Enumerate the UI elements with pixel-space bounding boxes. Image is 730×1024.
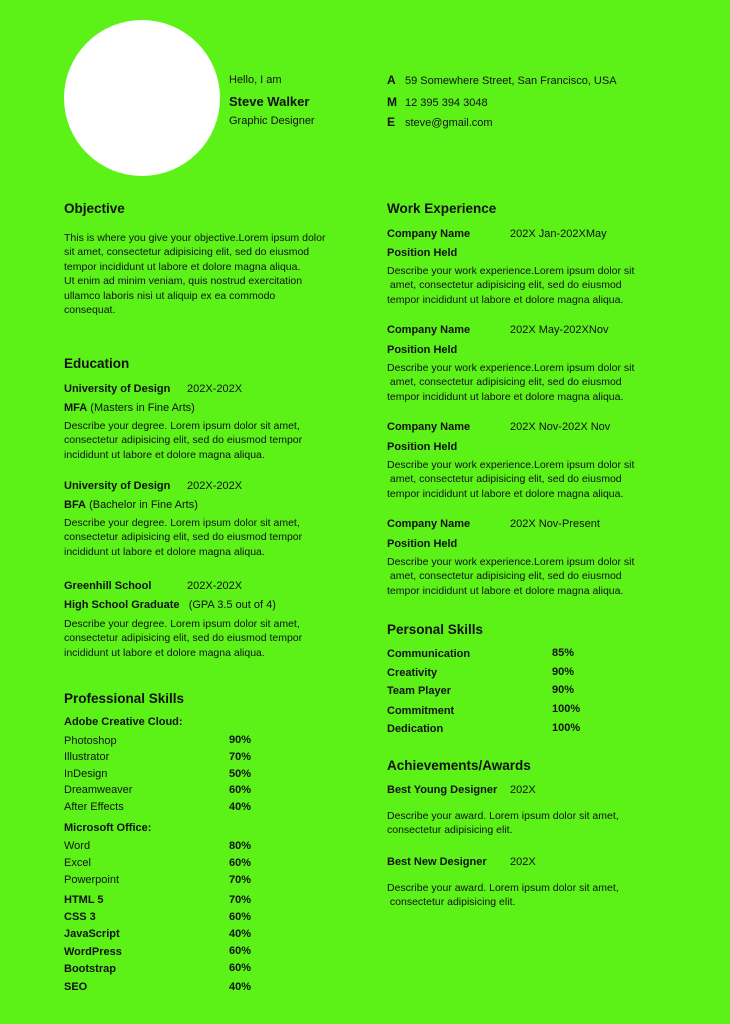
skill-name: Excel xyxy=(64,857,91,869)
work-line: tempor incididunt ut labore et dolore magna aliqua. xyxy=(387,293,624,306)
work-line: amet, consectetur adipisicing elit, sed do eiusmod xyxy=(387,570,622,583)
education-description xyxy=(64,617,364,660)
contact-address xyxy=(387,73,617,88)
award-line: Describe your award. Lorem ipsum dolor sit amet, xyxy=(387,882,619,894)
skill-percent: 70% xyxy=(229,874,252,886)
skill-name: WordPress xyxy=(64,946,122,958)
objective-line: ullamco laboris nisi ut aliquip ex ea commodo xyxy=(64,289,276,302)
skill-percent: 80% xyxy=(229,840,252,852)
education-degree-detail: (GPA 3.5 out of 4) xyxy=(188,599,276,611)
education-degree-detail: (Bachelor in Fine Arts) xyxy=(89,499,198,511)
work-line: Describe your work experience.Lorem ipsum dolor sit xyxy=(387,556,635,568)
skill-percent: 90% xyxy=(229,734,252,746)
personal-skill-name: Team Player xyxy=(387,685,452,697)
award-title: Best New Designer xyxy=(387,856,487,868)
personal-skill-name: Dedication xyxy=(387,723,444,735)
personal-skills-heading: Personal Skills xyxy=(387,622,484,637)
award-year: 202X xyxy=(510,784,536,796)
personal-skill-percent: 90% xyxy=(552,684,575,696)
education-school: University of Design xyxy=(64,383,171,395)
education-line: incididunt ut labore et dolore magna aliqua. xyxy=(64,646,265,659)
education-degree: MFA xyxy=(64,402,88,414)
skill-percent: 60% xyxy=(229,945,252,957)
award-line: consectetur adipisicing elit. xyxy=(387,824,513,837)
skill-percent: 40% xyxy=(229,981,252,993)
objective-line: tempor incididunt ut labore et dolore magna aliqua. xyxy=(64,260,301,273)
skill-percent: 60% xyxy=(229,911,252,923)
skill-name: Illustrator xyxy=(64,751,110,763)
work-experience-heading: Work Experience xyxy=(387,201,497,216)
skill-name: Bootstrap xyxy=(64,963,116,975)
education-line: incididunt ut labore et dolore magna aliqua. xyxy=(64,448,265,461)
skill-name: InDesign xyxy=(64,768,108,780)
personal-skill-percent: 90% xyxy=(552,666,575,678)
education-heading: Education xyxy=(64,356,130,371)
skill-name: HTML 5 xyxy=(64,894,104,906)
skill-name: Photoshop xyxy=(64,735,117,747)
education-description xyxy=(64,516,364,559)
skill-name: JavaScript xyxy=(64,928,120,940)
work-company: Company Name xyxy=(387,228,471,240)
work-line: amet, consectetur adipisicing elit, sed do eiusmod xyxy=(387,473,622,486)
work-company: Company Name xyxy=(387,421,471,433)
work-dates: 202X Jan-202XMay xyxy=(510,228,607,240)
skill-group-title: Microsoft Office: xyxy=(64,822,152,834)
work-position: Position Held xyxy=(387,344,458,356)
award-description xyxy=(387,809,687,838)
skill-name: After Effects xyxy=(64,801,124,813)
objective-text xyxy=(64,231,364,317)
skill-percent: 70% xyxy=(229,894,252,906)
work-description xyxy=(387,361,687,404)
personal-skill-percent: 85% xyxy=(552,647,575,659)
skill-group-title: Adobe Creative Cloud: xyxy=(64,716,183,728)
work-dates: 202X Nov-202X Nov xyxy=(510,421,611,433)
education-degree: High School Graduate xyxy=(64,599,180,611)
full-name: Steve Walker xyxy=(229,94,310,109)
skill-percent: 50% xyxy=(229,768,252,780)
award-title: Best Young Designer xyxy=(387,784,498,796)
award-year: 202X xyxy=(510,856,536,868)
work-position: Position Held xyxy=(387,538,458,550)
education-years: 202X-202X xyxy=(187,480,243,492)
personal-skill-percent: 100% xyxy=(552,722,581,734)
skill-percent: 70% xyxy=(229,751,252,763)
skill-percent: 60% xyxy=(229,962,252,974)
education-description xyxy=(64,419,364,462)
skill-percent: 60% xyxy=(229,857,252,869)
education-years: 202X-202X xyxy=(187,580,243,592)
work-position: Position Held xyxy=(387,441,458,453)
education-line: consectetur adipisicing elit, sed do eiusmod tempor xyxy=(64,434,303,447)
award-line: consectetur adipisicing elit. xyxy=(387,896,516,909)
award-line: Describe your award. Lorem ipsum dolor sit amet, xyxy=(387,810,619,822)
education-degree-line xyxy=(64,598,276,612)
education-degree-detail: (Masters in Fine Arts) xyxy=(90,402,195,414)
objective-heading: Objective xyxy=(64,201,125,216)
objective-line: sit amet, consectetur adipisicing elit, sed do eiusmod xyxy=(64,246,310,259)
work-description xyxy=(387,264,687,307)
education-degree-line xyxy=(64,498,198,512)
mobile-label: M xyxy=(387,95,397,109)
skill-name: Powerpoint xyxy=(64,874,120,886)
greeting: Hello, I am xyxy=(229,74,282,86)
professional-skills-heading: Professional Skills xyxy=(64,691,185,706)
work-line: Describe your work experience.Lorem ipsum dolor sit xyxy=(387,459,635,471)
objective-line: This is where you give your objective.Lorem ipsum dolor xyxy=(64,232,326,244)
work-dates: 202X Nov-Present xyxy=(510,518,600,530)
work-description xyxy=(387,458,687,501)
work-line: amet, consectetur adipisicing elit, sed do eiusmod xyxy=(387,376,622,389)
job-title: Graphic Designer xyxy=(229,115,315,127)
award-description xyxy=(387,881,687,910)
education-school: University of Design xyxy=(64,480,171,492)
objective-line: consequat. xyxy=(64,304,116,317)
education-line: Describe your degree. Lorem ipsum dolor sit amet, xyxy=(64,618,300,630)
work-dates: 202X May-202XNov xyxy=(510,324,609,336)
work-line: amet, consectetur adipisicing elit, sed do eiusmod xyxy=(387,279,622,292)
skill-percent: 60% xyxy=(229,784,252,796)
work-line: Describe your work experience.Lorem ipsum dolor sit xyxy=(387,265,635,277)
skill-name: CSS 3 xyxy=(64,911,96,923)
awards-heading: Achievements/Awards xyxy=(387,758,531,773)
skill-name: Word xyxy=(64,840,91,852)
personal-skill-name: Creativity xyxy=(387,667,438,679)
education-school: Greenhill School xyxy=(64,580,152,592)
education-years: 202X-202X xyxy=(187,383,243,395)
mobile-text: 12 395 394 3048 xyxy=(405,97,488,109)
email-text: steve@gmail.com xyxy=(405,117,493,129)
work-company: Company Name xyxy=(387,324,471,336)
email-label: E xyxy=(387,115,396,129)
work-line: Describe your work experience.Lorem ipsum dolor sit xyxy=(387,362,635,374)
education-line: incididunt ut labore et dolore magna aliqua. xyxy=(64,545,265,558)
education-degree-line xyxy=(64,401,195,415)
education-line: consectetur adipisicing elit, sed do eiusmod tempor xyxy=(64,531,303,544)
skill-percent: 40% xyxy=(229,928,252,940)
personal-skill-name: Communication xyxy=(387,648,471,660)
education-line: Describe your degree. Lorem ipsum dolor sit amet, xyxy=(64,420,300,432)
address-text: 59 Somewhere Street, San Francisco, USA xyxy=(405,75,617,87)
education-line: consectetur adipisicing elit, sed do eiusmod tempor xyxy=(64,632,303,645)
contact-mobile xyxy=(387,95,488,110)
contact-email xyxy=(387,115,493,130)
work-line: tempor incididunt ut labore et dolore magna aliqua. xyxy=(387,584,624,597)
work-position: Position Held xyxy=(387,247,458,259)
skill-name: SEO xyxy=(64,981,88,993)
personal-skill-percent: 100% xyxy=(552,703,581,715)
skill-percent: 40% xyxy=(229,801,252,813)
profile-photo xyxy=(64,20,220,176)
education-degree: BFA xyxy=(64,499,86,511)
work-company: Company Name xyxy=(387,518,471,530)
work-line: tempor incididunt ut labore et dolore magna aliqua. xyxy=(387,390,624,403)
address-label: A xyxy=(387,73,396,87)
work-description xyxy=(387,555,687,598)
education-line: Describe your degree. Lorem ipsum dolor sit amet, xyxy=(64,517,300,529)
personal-skill-name: Commitment xyxy=(387,705,455,717)
objective-line: Ut enim ad minim veniam, quis nostrud exercitation xyxy=(64,275,303,288)
skill-name: Dreamweaver xyxy=(64,784,133,796)
work-line: tempor incididunt ut labore et dolore magna aliqua. xyxy=(387,487,624,500)
